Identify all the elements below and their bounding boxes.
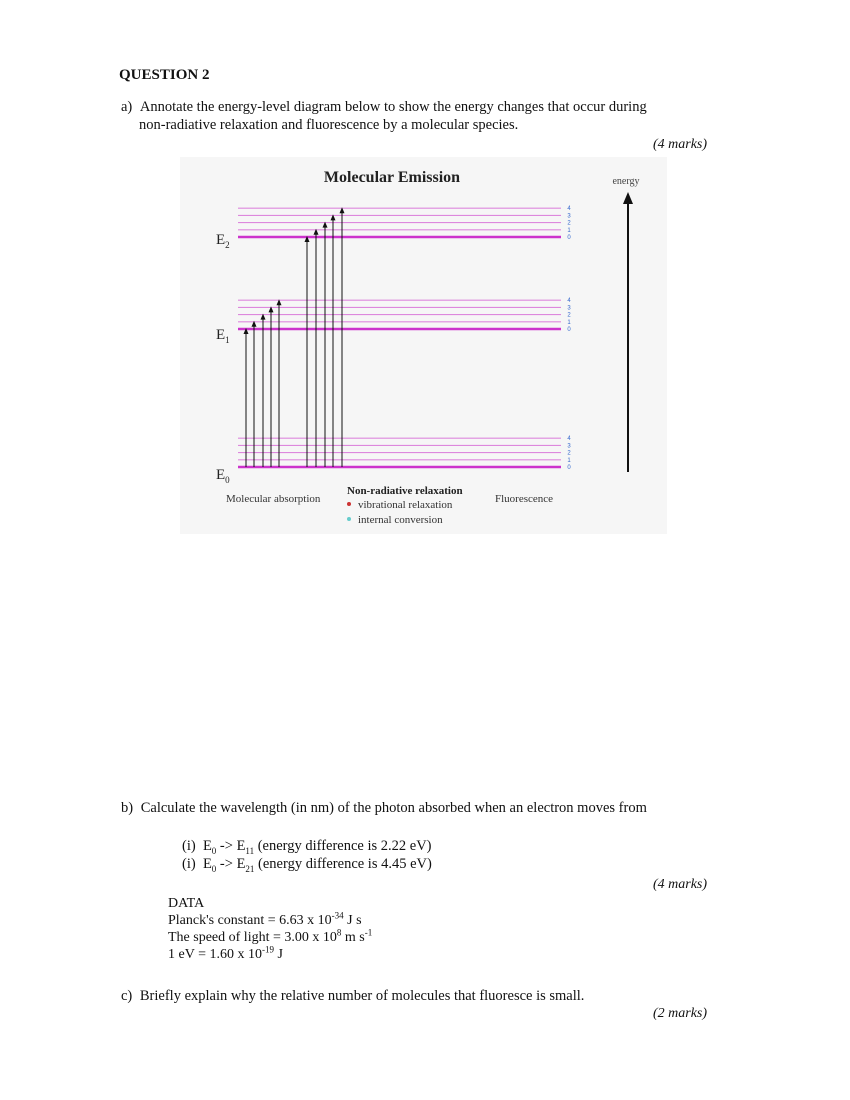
- light-unit-exponent: -1: [364, 927, 373, 938]
- planck-value: Planck's constant = 6.63 x 10: [168, 913, 332, 928]
- part-b-prefix: b): [121, 800, 134, 816]
- energy-axis-label: energy: [612, 176, 640, 187]
- label-vibrational-relaxation: vibrational relaxation: [358, 499, 453, 511]
- level-e1-vib-1-number: 1: [567, 319, 571, 326]
- item-1-arrow: ->: [219, 838, 233, 854]
- light-unit: m s: [341, 930, 365, 945]
- ev-unit: J: [273, 947, 283, 962]
- level-e0-vib-1-number: 1: [567, 457, 571, 464]
- level-e0-vib-0-number: 0: [567, 465, 571, 471]
- ev-exponent: -19: [261, 944, 274, 955]
- internal-bullet: [347, 517, 351, 521]
- level-e2-vib-0-number: 0: [567, 235, 571, 241]
- data-heading: DATA: [168, 896, 205, 911]
- energy-level-diagram: [180, 157, 667, 534]
- level-label-e1: $E_1$: [216, 327, 230, 345]
- part-a-marks: (4 marks): [653, 137, 708, 152]
- level-e2-vib-4-number: 4: [567, 206, 571, 213]
- item-2-from-sub: 0: [211, 863, 217, 874]
- level-label-e2: $E_2$: [216, 232, 230, 250]
- level-e2-vib-3-number: 3: [567, 213, 571, 220]
- light-value: The speed of light = 3.00 x 10: [168, 930, 337, 945]
- label-molecular-absorption: Molecular absorption: [226, 493, 321, 505]
- data-planck: [168, 910, 362, 929]
- level-e0-vib-2-number: 2: [567, 450, 571, 457]
- part-b-text: [121, 800, 647, 817]
- ev-value: 1 eV = 1.60 x 10: [168, 947, 262, 962]
- part-c-text: [121, 988, 584, 1005]
- part-b-item-2: [182, 856, 432, 873]
- item-1-from-sub: 0: [211, 845, 217, 856]
- level-e2-vib-1-number: 1: [567, 227, 571, 234]
- item-2-note: (energy difference is 4.45 eV): [258, 856, 432, 872]
- level-e0-vib-4-number: 4: [567, 436, 571, 443]
- part-c-question: Briefly explain why the relative number of molecules that fluoresce is small.: [139, 988, 585, 1004]
- planck-unit: J s: [343, 913, 362, 928]
- level-e1-vib-0-number: 0: [567, 327, 571, 333]
- diagram-title: Molecular Emission: [323, 169, 461, 186]
- level-label-e0: $E_0$: [216, 467, 230, 485]
- level-e0-vib-3-number: 3: [567, 443, 571, 450]
- item-2-from: E: [202, 856, 212, 872]
- part-c-marks: (2 marks): [653, 1006, 708, 1021]
- data-ev: [168, 944, 283, 963]
- item-1-to-sub: 11: [245, 845, 255, 856]
- item-1-num: (i): [182, 838, 196, 854]
- level-e1-vib-3-number: 3: [567, 305, 571, 312]
- item-2-to: E: [236, 856, 246, 872]
- item-1-note: (energy difference is 2.22 eV): [257, 838, 432, 854]
- item-2-to-sub: 21: [245, 863, 255, 874]
- part-b-question: Calculate the wavelength (in nm) of the photon absorbed when an electron moves from: [140, 800, 647, 816]
- label-fluorescence: Fluorescence: [495, 493, 554, 505]
- question-title: QUESTION 2: [119, 67, 210, 83]
- planck-exponent: -34: [331, 910, 344, 921]
- part-b-item-1: [182, 838, 432, 855]
- item-2-arrow: ->: [219, 856, 233, 872]
- level-e1-vib-4-number: 4: [567, 298, 571, 305]
- item-1-to: E: [236, 838, 246, 854]
- level-e2-vib-2-number: 2: [567, 220, 571, 227]
- vibrational-bullet: [347, 502, 351, 506]
- part-b-marks: (4 marks): [653, 877, 708, 892]
- part-a-prefix: a): [121, 99, 133, 115]
- label-internal-conversion: internal conversion: [358, 514, 443, 526]
- diagram-background: [180, 157, 667, 534]
- part-a-line1: Annotate the energy-level diagram below to show the energy changes that occur during: [139, 99, 647, 115]
- label-nonradiative-title: Non-radiative relaxation: [347, 485, 463, 497]
- part-a-line2: non-radiative relaxation and fluorescence by a molecular species.: [139, 117, 519, 133]
- part-c-prefix: c): [121, 988, 133, 1004]
- light-exponent: 8: [336, 927, 342, 938]
- item-1-from: E: [202, 838, 212, 854]
- level-e1-vib-2-number: 2: [567, 312, 571, 319]
- item-2-num: (i): [182, 856, 196, 872]
- part-a-text: [121, 99, 647, 116]
